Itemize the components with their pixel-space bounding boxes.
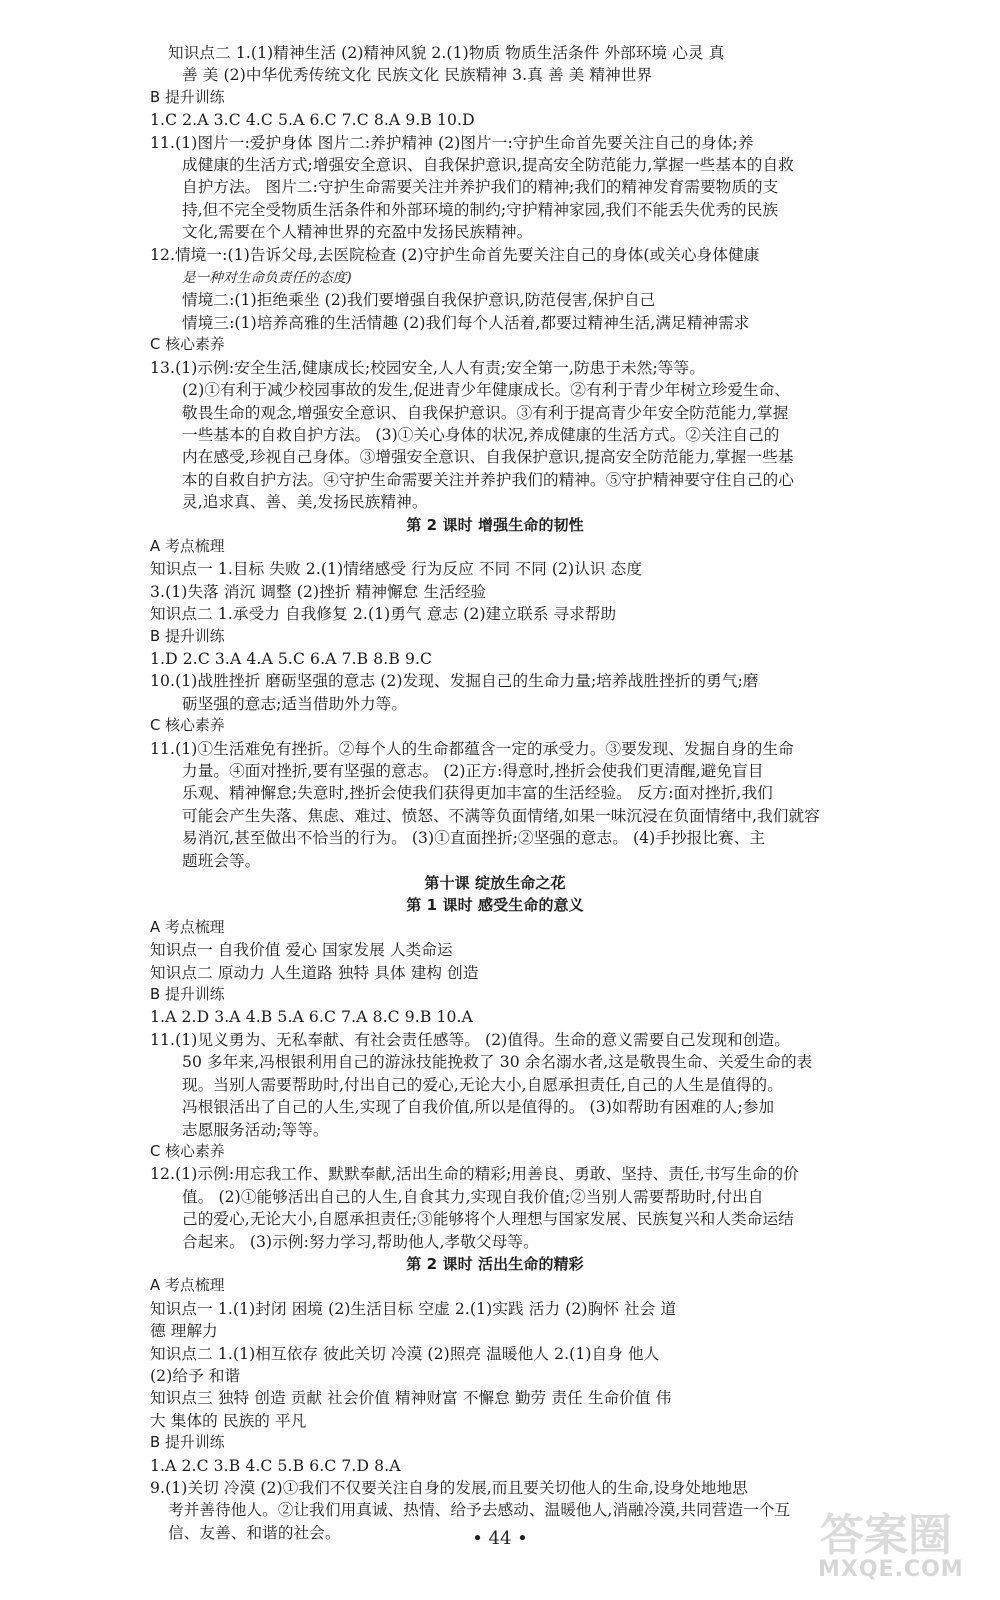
answer-line: 善 美 (2)中华优秀传统文化 民族文化 民族精神 3.真 善 美 精神世界	[182, 66, 653, 85]
answer-line: 知识点二 1.(1)相互依存 彼此关切 冷漠 (2)照亮 温暖他人 2.(1)自身 他人	[150, 1344, 660, 1363]
answer-line: 信、友善、和谐的社会。	[168, 1523, 341, 1542]
subsection-heading: A 考点梳理	[150, 1277, 225, 1295]
answer-line: 情境三:(1)培养高雅的生活情趣 (2)我们每个人活着,都要过精神生活,满足精神需求	[182, 313, 750, 332]
answer-line: (2)①有利于减少校园事故的发生,促进青少年健康成长。②有利于青少年树立珍爱生命、	[182, 381, 791, 400]
answer-line: 知识点二 原动力 人生道路 独特 具体 建构 创造	[150, 963, 479, 982]
subsection-heading: B 提升训练	[150, 1434, 225, 1452]
answer-line: 知识点一 1.目标 失败 2.(1)情绪感受 行为反应 不同 不同 (2)认识 态度	[150, 560, 643, 579]
answer-line: 乐观、精神懈怠;失意时,挫折会使我们获得更加丰富的生活经验。 反方:面对挫折,我们	[182, 784, 773, 803]
answer-line: 值。 (2)①能够活出自己的人生,自食其力,实现自我价值;②当别人需要帮助时,付出自	[182, 1187, 764, 1206]
answer-line: 1.A 2.C 3.B 4.C 5.B 6.C 7.D 8.A	[150, 1456, 401, 1475]
answer-line: 文化,需要在个人精神世界的充盈中发扬民族精神。	[182, 223, 533, 242]
answer-line: 1.C 2.A 3.C 4.C 5.A 6.C 7.C 8.A 9.B 10.D	[150, 111, 475, 130]
answer-line: 可能会产生失落、焦虑、难过、愤怒、不满等负面情绪,如果一味沉浸在负面情绪中,我们就容	[182, 806, 820, 825]
answer-line: 德 理解力	[150, 1322, 218, 1341]
answer-line: 13.(1)示例:安全生活,健康成长;校园安全,人人有责;安全第一,防患于未然;等等。	[150, 358, 705, 377]
answer-line: 3.(1)失落 消沉 调整 (2)挫折 精神懈怠 生活经验	[150, 582, 487, 601]
answer-line: 知识点一 自我价值 爱心 国家发展 人类命运	[150, 941, 453, 960]
answer-line: (2)给予 和谐	[150, 1366, 241, 1385]
answer-line: 内在感受,珍视自己身体。③增强安全意识、自我保护意识,提高安全防范能力,掌握一些基	[182, 448, 794, 467]
subsection-heading: C 核心素养	[150, 717, 225, 735]
section-title: 第 1 课时 感受生命的意义	[406, 896, 584, 915]
answer-line: 12.(1)示例:用忘我工作、默默奉献,活出生命的精彩;用善良、勇敢、坚持、责任,书写生命的价	[150, 1165, 799, 1184]
section-title: 第 2 课时 增强生命的韧性	[406, 515, 584, 534]
subsection-heading: A 考点梳理	[150, 918, 225, 936]
answer-line: 本的自救自护方法。④守护生命需要关注并养护我们的精神。⑤守护精神要守住自己的心	[182, 470, 795, 489]
answer-line: 一些基本的自救自护方法。 (3)①关心身体的状况,养成健康的生活方式。②关注自己的	[182, 425, 780, 444]
answer-line: 砺坚强的意志;适当借助外力等。	[182, 694, 408, 713]
answer-line	[150, 266, 840, 289]
answer-line: 己的爱心,无论大小,自愿承担责任;③能够将个人理想与国家发展、民族复兴和人类命运结	[182, 1210, 794, 1229]
answer-line: 11.(1)图片一:爱护身体 图片二:养护精神 (2)图片一:守护生命首先要关注自己的身体;养	[150, 133, 754, 152]
answer-line: 知识点二 1.承受力 自我修复 2.(1)勇气 意志 (2)建立联系 寻求帮助	[150, 605, 617, 624]
answer-line: 知识点二 1.(1)精神生活 (2)精神风貌 2.(1)物质 物质生活条件 外部环境 心灵 真	[168, 44, 725, 62]
answer-line: 11.(1)见义勇为、无私奉献、有社会责任感等。 (2)值得。生命的意义需要自己发现和创造。	[150, 1030, 790, 1049]
answer-line: 易消沉,甚至做出不恰当的行为。 (3)①直面挫折;②坚强的意志。 (4)手抄报比赛、主	[182, 829, 766, 848]
answer-line: 9.(1)关切 冷漠 (2)①我们不仅要关注自身的发展,而且要关切他人的生命,设身处地地思	[150, 1479, 748, 1497]
subsection-heading: C 核心素养	[150, 1142, 225, 1160]
subsection-heading: B 提升训练	[150, 88, 225, 106]
subsection-heading: C 核心素养	[150, 336, 225, 354]
answer-line: 知识点一 1.(1)封闭 困境 (2)生活目标 空虚 2.(1)实践 活力 (2)胸怀 社会 道	[150, 1299, 677, 1318]
answer-line: 考并善待他人。②让我们用真诚、热情、给予去感动、温暖他人,消融冷漠,共同营造一个互	[168, 1501, 791, 1520]
section-title: 第十课 绽放生命之花	[424, 874, 566, 893]
section-title: 第 2 课时 活出生命的精彩	[406, 1254, 584, 1273]
answer-line: 持,但不完全受物质生活条件和外部环境的制约;守护精神家园,我们不能丢失优秀的民族	[182, 200, 779, 219]
subsection-heading: B 提升训练	[150, 986, 225, 1004]
answer-note: 是一种对生命负责任的态度)	[182, 270, 352, 287]
answer-line: 冯根银活出了自己的人生,实现了自我价值,所以是值得的。 (3)如帮助有困难的人;参加	[182, 1098, 775, 1117]
answer-line: 知识点三 独特 创造 贡献 社会价值 精神财富 不懈怠 勤劳 责任 生命价值 伟	[150, 1389, 672, 1408]
subsection-heading: B 提升训练	[150, 627, 225, 645]
watermark-logo: 答案圈	[820, 1510, 952, 1561]
answer-line: 11.(1)①生活难免有挫折。②每个人的生命都蕴含一定的承受力。③要发现、发掘自身的生命	[150, 739, 794, 758]
subsection-heading: A 考点梳理	[150, 537, 225, 555]
answer-line: 现。当别人需要帮助时,付出自己的爱心,无论大小,自愿承担责任,自己的人生是值得的。	[182, 1075, 783, 1094]
answer-page	[150, 42, 840, 1544]
watermark	[800, 1495, 990, 1595]
watermark-site: MXQE.COM	[818, 1557, 964, 1582]
answer-line: 大 集体的 民族的 平凡	[150, 1411, 307, 1430]
answer-line: 灵,追求真、善、美,发扬民族精神。	[182, 493, 428, 512]
answer-line: 10.(1)战胜挫折 磨砺坚强的意志 (2)发现、发掘自己的生命力量;培养战胜挫折的勇气;磨	[150, 672, 759, 691]
answer-line: 自护方法。 图片二:守护生命需要关注并养护我们的精神;我们的精神发育需要物质的支	[182, 178, 779, 197]
answer-line: 1.A 2.D 3.A 4.B 5.A 6.C 7.A 8.C 9.B 10.A	[150, 1008, 473, 1027]
answer-line: 志愿服务活动;等等。	[182, 1120, 329, 1139]
answer-line: 题班会等。	[182, 851, 261, 870]
answer-line: 力量。④面对挫折,要有坚强的意志。 (2)正方:得意时,挫折会使我们更清醒,避免盲目	[182, 762, 764, 780]
answer-line: 敬畏生命的观念,增强安全意识、自我保护意识。③有利于提高青少年安全防范能力,掌握	[182, 403, 789, 422]
answer-line: 合起来。 (3)示例:努力学习,帮助他人,孝敬父母等。	[182, 1232, 539, 1251]
answer-line: 情境二:(1)拒绝乘坐 (2)我们要增强自我保护意识,防范侵害,保护自己	[182, 291, 656, 310]
answer-line: 成健康的生活方式;增强安全意识、自我保护意识,提高安全防范能力,掌握一些基本的自救	[182, 156, 794, 175]
answer-line: 50 多年来,冯根银利用自己的游泳技能挽救了 30 余名溺水者,这是敬畏生命、关爱生命的表	[182, 1053, 813, 1072]
page-number: • 44 •	[472, 1528, 528, 1549]
answer-line: 12.情境一:(1)告诉父母,去医院检查 (2)守护生命首先要关注自己的身体(或关心身体健康	[150, 245, 760, 264]
answer-line: 1.D 2.C 3.A 4.A 5.C 6.A 7.B 8.B 9.C	[150, 649, 433, 668]
